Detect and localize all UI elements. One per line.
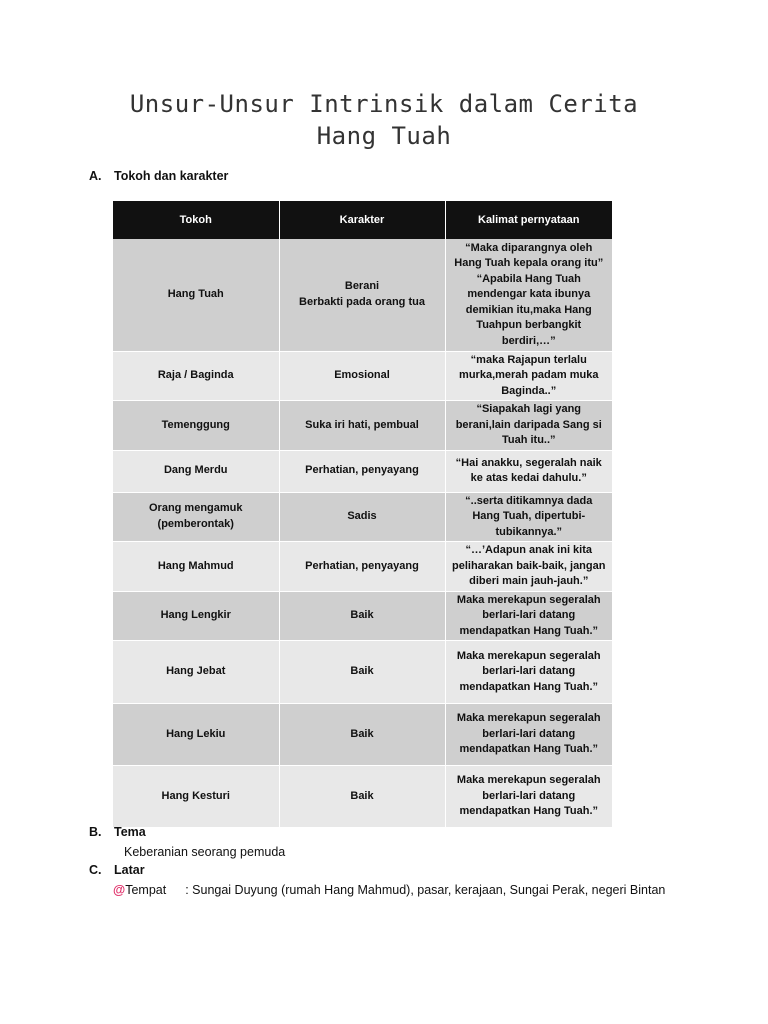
table-row bbox=[113, 704, 612, 766]
table-row bbox=[113, 401, 612, 451]
cell-karakter bbox=[279, 766, 445, 828]
karakter-line: Baik bbox=[350, 665, 374, 678]
karakter-line: Baik bbox=[350, 789, 374, 802]
cell-kalimat bbox=[445, 542, 612, 592]
cell-kalimat bbox=[445, 704, 612, 766]
section-c-heading bbox=[89, 863, 145, 877]
cell-karakter bbox=[279, 492, 445, 542]
cell-karakter bbox=[279, 542, 445, 592]
section-c-text: Latar bbox=[114, 863, 145, 877]
kalimat-line: berani,lain daripada Sang si bbox=[455, 418, 602, 431]
kalimat-line: demikian itu,maka Hang bbox=[465, 303, 592, 316]
karakter-line: Suka iri hati, pembual bbox=[305, 418, 419, 431]
kalimat-line: Maka merekapun segeralah bbox=[456, 593, 601, 606]
kalimat-line: Tuah itu..” bbox=[501, 434, 556, 446]
cell-tokoh bbox=[113, 351, 279, 401]
tokoh-line: Dang Merdu bbox=[163, 464, 228, 477]
cell-karakter bbox=[279, 641, 445, 704]
kalimat-line: mendapatkan Hang Tuah.” bbox=[459, 743, 599, 756]
cell-karakter bbox=[279, 239, 445, 351]
kalimat-line: “Siapakah lagi yang bbox=[476, 403, 582, 415]
kalimat-line: Hang Tuah kepala orang itu” bbox=[454, 257, 604, 269]
tokoh-line: Raja / Baginda bbox=[157, 369, 234, 381]
kalimat-line: murka,merah padam muka bbox=[459, 369, 599, 381]
cell-tokoh bbox=[113, 239, 279, 351]
kalimat-line: Hang Tuah, dipertubi- bbox=[472, 510, 586, 522]
tokoh-line: Hang Lengkir bbox=[160, 609, 231, 621]
cell-kalimat bbox=[445, 766, 612, 828]
table-row bbox=[113, 766, 612, 828]
kalimat-line: “Maka diparangnya oleh bbox=[465, 241, 593, 254]
tempat-line bbox=[113, 883, 665, 897]
cell-karakter bbox=[279, 591, 445, 641]
kalimat-line: berdiri,…” bbox=[501, 334, 556, 347]
kalimat-line: berlari-lari datang bbox=[482, 727, 576, 740]
cell-tokoh bbox=[113, 641, 279, 704]
table-row bbox=[113, 542, 612, 592]
kalimat-line: berlari-lari datang bbox=[482, 665, 576, 678]
cell-tokoh bbox=[113, 450, 279, 492]
section-b-label: B. bbox=[89, 825, 102, 839]
cell-kalimat bbox=[445, 450, 612, 492]
tempat-value: : Sungai Duyung (rumah Hang Mahmud), pasar, kerajaan, Sungai Perak, negeri Bintan bbox=[185, 883, 666, 897]
cell-kalimat bbox=[445, 239, 612, 351]
karakter-line: Baik bbox=[350, 727, 374, 740]
section-b-text: Tema bbox=[114, 825, 146, 839]
header-tokoh: Tokoh bbox=[113, 201, 279, 239]
tokoh-line: Temenggung bbox=[161, 418, 230, 431]
kalimat-line: “Apabila Hang Tuah bbox=[476, 272, 581, 285]
table-row bbox=[113, 450, 612, 492]
kalimat-line: “…’Adapun anak ini kita bbox=[465, 544, 593, 556]
tokoh-line: Hang Lekiu bbox=[166, 727, 226, 740]
kalimat-line: diberi main jauh-jauh.” bbox=[469, 575, 589, 587]
kalimat-line: “maka Rajapun terlalu bbox=[470, 353, 587, 366]
section-b-heading bbox=[89, 825, 146, 839]
section-a-heading bbox=[89, 169, 228, 183]
header-kalimat: Kalimat pernyataan bbox=[445, 201, 612, 239]
kalimat-line: berlari-lari datang bbox=[482, 609, 576, 621]
kalimat-line: Tuahpun berbangkit bbox=[476, 319, 582, 331]
cell-kalimat bbox=[445, 492, 612, 542]
kalimat-line: “Hai anakku, segeralah naik bbox=[455, 456, 602, 469]
table-row bbox=[113, 641, 612, 704]
title-line-1: Unsur-Unsur Intrinsik dalam Cerita bbox=[129, 90, 639, 118]
cell-tokoh bbox=[113, 591, 279, 641]
cell-tokoh bbox=[113, 542, 279, 592]
kalimat-line: “..serta ditikamnya dada bbox=[465, 494, 593, 507]
tokoh-line: Orang mengamuk bbox=[148, 502, 243, 515]
karakter-line: Berani bbox=[344, 280, 380, 293]
cell-tokoh bbox=[113, 492, 279, 542]
cell-kalimat bbox=[445, 591, 612, 641]
kalimat-line: mendengar kata ibunya bbox=[467, 288, 591, 300]
karakter-line: Perhatian, penyayang bbox=[305, 464, 419, 477]
section-c-label: C. bbox=[89, 863, 102, 877]
kalimat-line: mendapatkan Hang Tuah.” bbox=[459, 624, 599, 637]
karakter-line: Emosional bbox=[334, 369, 390, 381]
table-row bbox=[113, 239, 612, 351]
tokoh-line: Hang Kesturi bbox=[161, 789, 230, 802]
kalimat-line: Maka merekapun segeralah bbox=[456, 649, 601, 662]
karakter-line: Baik bbox=[350, 609, 374, 621]
tokoh-line: Hang Mahmud bbox=[157, 559, 234, 572]
karakter-line: Sadis bbox=[347, 510, 377, 522]
kalimat-line: Baginda..” bbox=[501, 384, 557, 397]
kalimat-line: mendapatkan Hang Tuah.” bbox=[459, 680, 599, 693]
kalimat-line: peliharakan baik-baik, jangan bbox=[452, 559, 606, 572]
kalimat-line: ke atas kedai dahulu.” bbox=[470, 472, 587, 484]
kalimat-line: mendapatkan Hang Tuah.” bbox=[459, 805, 599, 818]
header-karakter: Karakter bbox=[279, 201, 445, 239]
table-row bbox=[113, 591, 612, 641]
character-table bbox=[113, 201, 612, 828]
title-line-2: Hang Tuah bbox=[316, 122, 452, 150]
tempat-label: Tempat bbox=[125, 883, 167, 897]
cell-tokoh bbox=[113, 704, 279, 766]
table-row bbox=[113, 351, 612, 401]
kalimat-line: berlari-lari datang bbox=[482, 789, 576, 802]
cell-karakter bbox=[279, 401, 445, 451]
cell-tokoh bbox=[113, 401, 279, 451]
cell-karakter bbox=[279, 351, 445, 401]
table-header-row bbox=[113, 201, 612, 239]
karakter-line: Perhatian, penyayang bbox=[305, 559, 419, 572]
cell-kalimat bbox=[445, 401, 612, 451]
tokoh-line: Hang Tuah bbox=[167, 288, 224, 300]
karakter-line: Berbakti pada orang tua bbox=[299, 295, 425, 308]
tokoh-line: (pemberontak) bbox=[157, 517, 234, 530]
section-a-text: Tokoh dan karakter bbox=[114, 169, 229, 183]
cell-tokoh bbox=[113, 766, 279, 828]
tokoh-line: Hang Jebat bbox=[166, 665, 226, 678]
kalimat-line: tubikannya.” bbox=[495, 525, 563, 538]
at-sign-bullet-icon: @ bbox=[113, 883, 126, 897]
cell-kalimat bbox=[445, 641, 612, 704]
section-a-label: A. bbox=[89, 169, 102, 183]
kalimat-line: Maka merekapun segeralah bbox=[456, 774, 601, 787]
kalimat-line: Maka merekapun segeralah bbox=[456, 712, 601, 725]
cell-kalimat bbox=[445, 351, 612, 401]
tema-content: Keberanian seorang pemuda bbox=[124, 845, 286, 859]
cell-karakter bbox=[279, 704, 445, 766]
cell-karakter bbox=[279, 450, 445, 492]
document-title bbox=[0, 88, 768, 152]
table-row bbox=[113, 492, 612, 542]
